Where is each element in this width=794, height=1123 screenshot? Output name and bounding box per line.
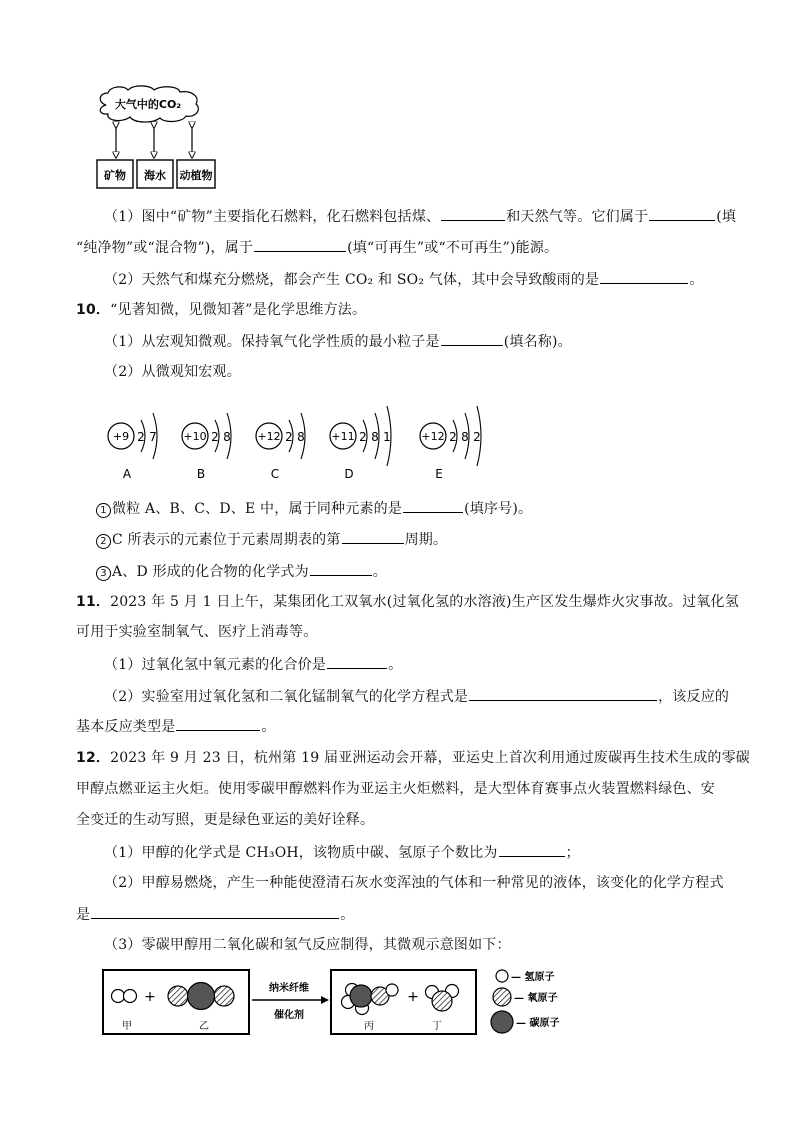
shell-electron-count: 2: [359, 430, 367, 444]
shell-electron-count: 8: [371, 430, 379, 444]
answer-blank[interactable]: [176, 716, 260, 731]
arrow-top-label: 纳米纤维: [269, 983, 309, 994]
answer-blank[interactable]: [310, 561, 372, 576]
nucleus-charge: +9: [112, 430, 130, 443]
atom-label: D: [344, 467, 354, 481]
atom-label: E: [435, 467, 443, 481]
label-ding: 丁: [432, 1021, 442, 1032]
svg-text:— 氧原子: — 氧原子: [514, 993, 558, 1004]
q12-stem3: 全变迁的生动写照，更是绿色亚运的美好诠释。: [76, 812, 375, 828]
atom-diagram-D: [330, 406, 391, 481]
q12-part3: （3）零碳甲醇用二氧化碳和氢气反应制得，其微观示意图如下：: [104, 937, 511, 953]
legend-oxygen-icon: [493, 988, 511, 1006]
answer-blank[interactable]: [441, 206, 505, 221]
answer-blank[interactable]: [469, 686, 657, 701]
shell-electron-count: 2: [285, 430, 293, 444]
q12-part2: （2）甲醇易燃烧，产生一种能使澄清石灰水变浑浊的气体和一种常见的液体，该变化的化学方程式: [104, 875, 724, 891]
label-bing: 丙: [364, 1021, 374, 1032]
q10-stem: 10．“见著知微，见微知著”是化学思维方法。: [76, 302, 367, 318]
legend-carbon-icon: [491, 1011, 513, 1033]
hydrogen-atom-icon: [124, 990, 137, 1003]
answer-blank[interactable]: [649, 206, 715, 221]
shell-electron-count: 8: [297, 430, 305, 444]
q10-sub1: 1 微粒 A、B、C、D、E 中，属于同种元素的是 (填序号)。: [96, 498, 532, 519]
nucleus-charge: +12: [421, 430, 445, 443]
shell-electron-count: 2: [137, 430, 145, 444]
carbon-cycle-diagram: [92, 85, 222, 195]
q11-part2: （2）实验室用过氧化氢和二氧化锰制氧气的化学方程式是 ，该反应的: [104, 686, 729, 707]
svg-text:+: +: [407, 989, 419, 1005]
q11-part1: （1）过氧化氢中氧元素的化合价是 。: [104, 654, 402, 675]
label-jia: 甲: [122, 1021, 132, 1032]
nucleus-charge: +12: [257, 430, 281, 443]
q10-part1: （1）从宏观知微观。保持氧气化学性质的最小粒子是 (填名称)。: [104, 331, 572, 352]
q9-part2: （2）天然气和煤充分燃烧，都会产生 CO₂ 和 SO₂ 气体，其中会导致酸雨的是 。: [104, 269, 703, 290]
answer-blank[interactable]: [342, 529, 404, 544]
q9-part1-line1: （1）图中“矿物”主要指化石燃料，化石燃料包括煤、 和天然气等。它们属于 (填: [104, 206, 736, 227]
box-seawater: 海水: [144, 169, 166, 182]
answer-blank[interactable]: [499, 842, 565, 857]
shell-electron-count: 8: [461, 430, 469, 444]
nucleus-charge: +11: [331, 430, 355, 443]
q11-part2-cont: 基本反应类型是 。: [76, 716, 276, 737]
cloud-label: 大气中的CO₂: [114, 98, 182, 111]
answer-blank[interactable]: [600, 269, 688, 284]
atom-label: A: [122, 467, 132, 481]
answer-blank[interactable]: [91, 904, 339, 919]
q12-stem2: 甲醇点燃亚运主火炬。使用零碳甲醇燃料作为亚运主火炬燃料，是大型体育赛事点火装置燃料绿色、安: [76, 781, 715, 797]
oxygen-atom-icon: [168, 986, 188, 1006]
atom-diagram-A: [108, 413, 157, 481]
q10-part2: （2）从微观知宏观。: [104, 364, 241, 380]
q12-stem1: 12．2023 年 9 月 23 日，杭州第 19 届亚洲运动会开幕，亚运史上首次利用通过废碳再生技术生成的零碳: [76, 750, 751, 766]
svg-text:— 碳原子: — 碳原子: [516, 1018, 560, 1029]
answer-blank[interactable]: [403, 498, 463, 513]
atom-label: B: [196, 467, 206, 481]
shell-electron-count: 2: [449, 430, 457, 444]
q12-part1: （1）甲醇的化学式是 CH₃OH，该物质中碳、氢原子个数比为 ；: [104, 842, 580, 863]
atom-diagram-E: [420, 406, 481, 481]
nucleus-charge: +10: [183, 430, 207, 443]
q11-stem2: 可用于实验室制氧气、医疗上消毒等。: [76, 624, 318, 640]
box-organisms: 动植物: [179, 169, 213, 182]
answer-blank[interactable]: [327, 654, 387, 669]
micro-reaction-diagram: [100, 966, 590, 1040]
q12-part2-cont: 是 。: [76, 904, 354, 925]
carbon-atom-icon: [188, 983, 215, 1010]
box-mineral: 矿物: [104, 169, 126, 182]
atom-label: C: [270, 467, 280, 481]
label-yi: 乙: [199, 1021, 209, 1032]
legend-hydrogen-icon: [496, 970, 508, 982]
hydrogen-atom-icon: [112, 990, 125, 1003]
atom-structure-diagram: [100, 392, 520, 488]
atom-diagram-C: [256, 413, 305, 481]
svg-text:— 氢原子: — 氢原子: [511, 972, 555, 983]
q10-sub2: 2 C 所表示的元素位于元素周期表的第 周期。: [96, 529, 447, 550]
shell-electron-count: 1: [383, 430, 391, 444]
atom-diagram-B: [182, 413, 231, 481]
q11-stem1: 11．2023 年 5 月 1 日上午，某集团化工双氧水(过氧化氢的水溶液)生产区发生爆炸火灾事故。过氧化氢: [76, 594, 739, 610]
svg-text:+: +: [144, 989, 156, 1005]
shell-electron-count: 2: [473, 430, 481, 444]
shell-electron-count: 2: [211, 430, 219, 444]
answer-blank[interactable]: [441, 331, 503, 346]
oxygen-atom-icon: [214, 986, 234, 1006]
answer-blank[interactable]: [254, 237, 346, 252]
shell-electron-count: 7: [149, 430, 157, 444]
shell-electron-count: 8: [223, 430, 231, 444]
q10-sub3: 3 A、D 形成的化合物的化学式为 。: [96, 561, 387, 582]
q9-part1-line2: “纯净物”或“混合物”)，属于 (填“可再生”或“不可再生”)能源。: [76, 237, 558, 258]
arrow-bottom-label: 催化剂: [274, 1010, 304, 1021]
